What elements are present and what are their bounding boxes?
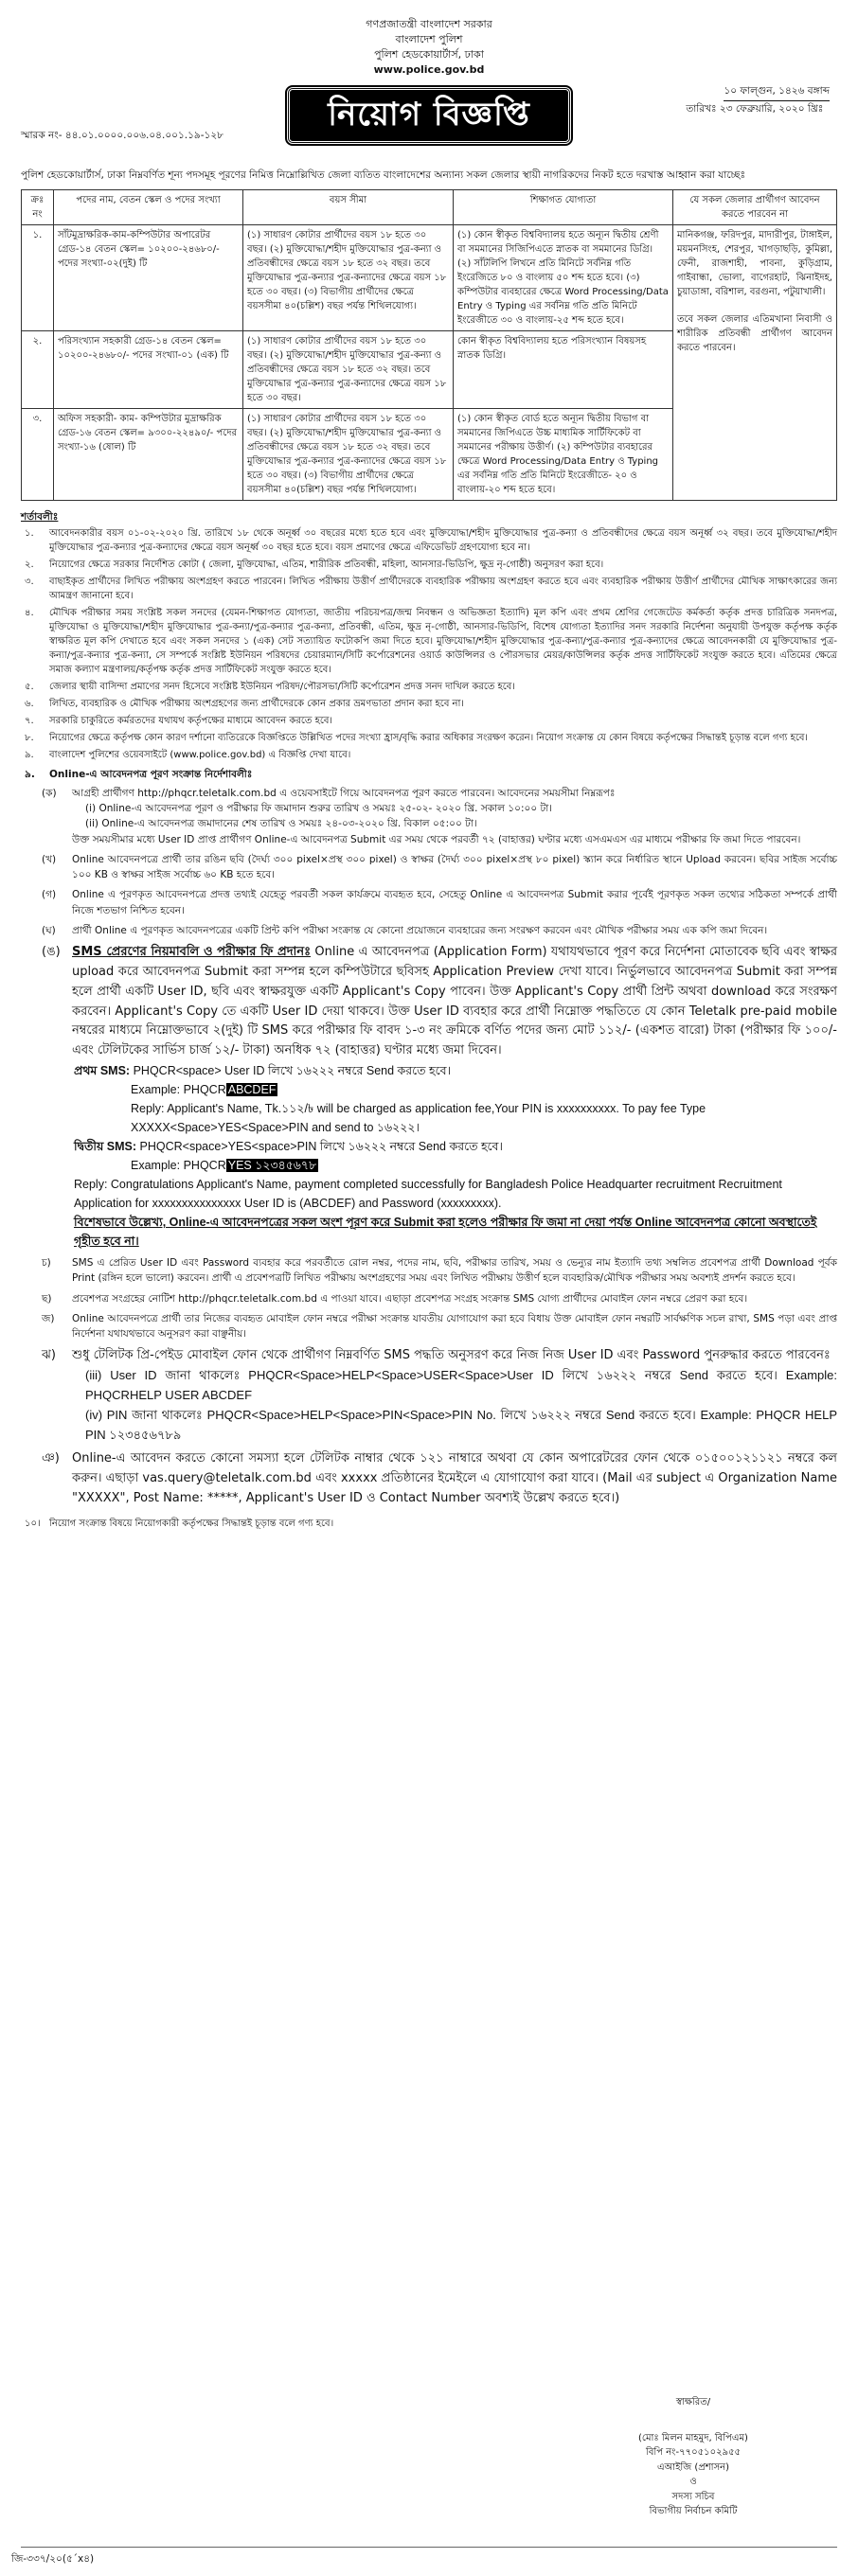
item-label: ছ) <box>42 1292 52 1305</box>
condition-item <box>21 731 837 745</box>
row-sl: ৩. <box>22 408 54 500</box>
condition-item <box>21 558 837 572</box>
row-post-name: পরিসংখ্যান সহকারী গ্রেড-১৪ বেতন স্কেল= ১০২০০-২৪৬৮০/- পদের সংখ্যা-০১ (এক) টি <box>54 330 243 408</box>
excluded-districts: মানিকগঞ্জ, ফরিদপুর, মাদারীপুর, টাঙ্গাইল, ময়মনসিংহ, শেরপুর, খাগড়াছড়ি, কুমিল্লা, ফেনী, রাজশাহী, পাবনা, কুড়িগ্রাম, গাইবান্ধা, ভোলা, বাগেরহাট, ঝিনাইদহ, চুয়াডাঙ্গা, বরিশাল, বরগুনা, পটুয়াখালী। <box>677 229 832 297</box>
header-area: যে সকল জেলার প্রার্থীগণ আবেদন করতে পারবেন না <box>673 189 837 224</box>
condition-text: মৌখিক পরীক্ষার সময় সংশ্লিষ্ট সকল সনদের (যেমন-শিক্ষাগত যোগ্যতা, জাতীয় পরিচয়পত্র/জন্ম নিবন্ধন ও অভিজ্ঞতা ইত্যাদি) মূল কপি এবং প্রথম শ্রেণির গেজেটেড কর্মকর্তা কর্তৃক প্রদত্ত চারিত্রিক সনদপত্র, মুক্তিযোদ্ধা ও মুক্তিযোদ্ধা/শহীদ মুক্তিযোদ্ধার পুত্র-কন্যা/পুত্র-কন্যার পুত্র-কন্যা, প্রতিবন্ধী, এতিম, ক্ষুদ্র নৃ-গোষ্ঠী, আনসার-ভিডিপি, বিশেষ যোগ্যতা ইত্যাদির সনদ সরকারি নির্দেশনা অনুযায়ী উপযুক্ত কর্তৃপক্ষ কর্তৃক স্বাক্ষরিত মূল কপি দেখাতে হবে এবং সকল সনদের ১ (এক) সেট সত্যায়িত ফটোকপি জমা দিতে হবে। মুক্তিযোদ্ধা/শহীদ মুক্তিযোদ্ধার পুত্র-কন্যা/পুত্র-কন্যার পুত্র-কন্যাদের ক্ষেত্রে আবেদনকারী যে মুক্তিযোদ্ধার পুত্র-কন্যা/পুত্র-কন্যার পুত্র-কন্যা, সে সম্পর্কে সংশ্লিষ্ট ইউনিয়ন পরিষদের চেয়ারম্যান/সিটি কর্পোরেশনের ওয়ার্ড কাউন্সিলর ও পৌরসভার মেয়র/কাউন্সিলর কর্তৃক প্রদত্ত সার্টিফিকেট সংযুক্ত করতে হবে। এতিমের ক্ষেত্রে সমাজ কল্যাণ মন্ত্রণালয়/কর্তৃপক্ষ কর্তৃক প্রদত্ত সার্টিফিকেট সংযুক্ত করতে হবে। <box>49 607 837 675</box>
condition-item <box>21 748 837 762</box>
signatory-designation: এআইজি (প্রশাসন) <box>656 2461 730 2473</box>
admit-card-text: SMS এ প্রেরিত User ID এবং Password ব্যবহার করে পরবর্তীতে রোল নম্বর, পদের নাম, ছবি, পরীক্ষার তারিখ, সময় ও ভেন্যুর নাম ইত্যাদি তথ্য সম্বলিত প্রবেশপত্র প্রার্থী Download পূর্বক Print (রঙ্গিন হলে ভালো) করবেন। প্রার্থী এ প্রবেশপত্রটি লিখিত পরীক্ষায় অংশগ্রহণের সময় এবং লিখিত পরীক্ষায় উত্তীর্ণ হলে ব্যবহারিক/মৌখিক পরীক্ষার সময় অবশ্যই প্রদর্শন করতে হবে। <box>72 1257 837 1285</box>
condition-number: ৩. <box>25 576 34 587</box>
date-bangla: ১০ ফাল্গুন, ১৪২৬ বঙ্গাব্দ <box>724 83 830 101</box>
condition-number: ২. <box>25 559 34 570</box>
condition-item <box>21 697 837 711</box>
second-sms-label: দ্বিতীয় SMS: <box>74 1140 137 1154</box>
reply-1: Reply: Applicant's Name, Tk.১১২/৳ will be charged as application fee,Your PIN is xxxxxxxxxx. To pay fee Type XXXXX<Space>YES<Space>PIN and send to ১৬২২২। <box>131 1102 706 1135</box>
date-gregorian: ২৩ ফেব্রুয়ারি, ২০২০ খ্রিঃ <box>719 102 824 115</box>
row-age-limit: (১) সাধারণ কোটার প্রার্থীদের বয়স ১৮ হতে ৩০ বছর। (২) মুক্তিযোদ্ধা/শহীদ মুক্তিযোদ্ধার পুত্র-কন্যা ও প্রতিবন্ধীদের ক্ষেত্রে বয়স ১৮ হতে ৩২ বছর। তবে মুক্তিযোদ্ধার পুত্র-কন্যার পুত্র-কন্যাদের ক্ষেত্রে বয়স ১৮ হতে ৩০ বছর। (৩) বিভাগীয় প্রার্থীদের ক্ষেত্রে বয়সসীমা ৪০(চল্লিশ) বছর পর্যন্ত শিথিলযোগ্য। <box>243 224 454 330</box>
sms-rules-title: SMS প্রেরণের নিয়মাবলি ও পরীক্ষার ফি প্রদানঃ <box>72 945 312 960</box>
row-sl: ১. <box>22 224 54 330</box>
condition-number: ৬. <box>25 698 34 709</box>
online-title-text: Online-এ আবেদনপত্র পূরণ সংক্রান্ত নির্দেশাবলীঃ <box>49 768 253 780</box>
header-name: পদের নাম, বেতন স্কেল ও পদের সংখ্যা <box>54 189 243 224</box>
online-item-jha <box>21 1449 837 1508</box>
memo-number: স্মারক নং- ৪৪.০১.০০০০.০০৬.০৪.০০১.১৯-১২৮ <box>21 129 223 141</box>
condition-text: সরকারি চাকুরিতে কর্মরতদের যথাযথ কর্তৃপক্ষের মাধ্যমে আবেদন করতে হবে। <box>49 715 333 726</box>
first-sms-format: PHQCR<space> User ID লিখে ১৬২২২ নম্বরে Send করতে হবে। <box>133 1064 452 1078</box>
recovery-pin: (iv) PIN জানা থাকলেঃ PHQCR<Space>HELP<Space>PIN<Space>PIN No. লিখে ১৬২২২ নম্বরে Send করতে হবে। Example: PHQCR HELP PIN ১২৩৪৫৬৭৮৯ <box>85 1407 837 1442</box>
submit-check-text: Online এ পূরণকৃত আবেদনপত্রে প্রদত্ত তথ্যই যেহেতু পরবর্তী সকল কার্যক্রমে ব্যবহৃত হবে, সেহেতু Online এ আবেদনপত্র Submit করার পূর্বেই পূরণকৃত সকল তথ্যের সঠিকতা সম্পর্কে প্রার্থী নিজে শতভাগ নিশ্চিত হবেন। <box>72 889 837 916</box>
online-item-gh <box>21 923 837 938</box>
online-item-g <box>21 887 837 918</box>
condition-text: বাছাইকৃত প্রার্থীদের লিখিত পরীক্ষায় অংশগ্রহণ করতে পারবেন। লিখিত পরীক্ষায় উত্তীর্ণ প্রার্থীদেরকে ব্যবহারিক পরীক্ষায় অংশগ্রহণ করতে হবে এবং ব্যবহারিক পরীক্ষায় উত্তীর্ণ প্রার্থীদের মৌখিক সাক্ষাৎকারের জন্য আমন্ত্রণ জানানো হবে। <box>49 576 837 601</box>
condition-text: নিয়োগের ক্ষেত্রে কর্তৃপক্ষ কোন কারণ দর্শানো ব্যতিরেকে বিজ্ঞপ্তিতে উল্লিখিত পদের সংখ্যা হ্রাস/বৃদ্ধি করার অধিকার সংরক্ষণ করেন। নিয়োগ সংক্রান্ত যে কোন বিষয়ে কর্তৃপক্ষের সিদ্ধান্তই চূড়ান্ত বলে গণ্য হবে। <box>49 732 808 743</box>
recovery-intro: শুধু টেলিটক প্রি-পেইড মোবাইল ফোন থেকে প্রার্থীগণ নিম্নবর্ণিত SMS পদ্ধতি অনুসরণ করে নিজ নিজ User ID এবং Password পুনরুদ্ধার করতে পারবেনঃ <box>72 1348 831 1363</box>
condition-text: জেলার স্থায়ী বাসিন্দা প্রমাণের সনদ হিসেবে সংশ্লিষ্ট ইউনিয়ন পরিষদ/পৌরসভা/সিটি কর্পোরেশন প্রদত্ত সনদ দাখিল করতে হবে। <box>49 681 515 692</box>
online-instructions-title <box>21 768 837 781</box>
item-label: (ঙ) <box>42 945 61 960</box>
second-sms-format: PHQCR<space>YES<space>PIN লিখে ১৬২২২ নম্বরে Send করতে হবে। <box>139 1140 503 1154</box>
excluded-districts-cell <box>673 224 837 500</box>
item-label: জ) <box>42 1312 55 1324</box>
row-education: কোন স্বীকৃত বিশ্ববিদ্যালয় হতে পরিসংখ্যান বিষয়সহ স্নাতক ডিগ্রি। <box>454 330 673 408</box>
example-1-code: ABCDEF <box>227 1083 277 1097</box>
header-line-3: পুলিশ হেডকোয়ার্টার্স, ঢাকা <box>374 47 484 61</box>
condition-number: ৫. <box>25 681 34 692</box>
condition-number: ৭. <box>25 715 34 726</box>
row-education: (১) কোন স্বীকৃত বিশ্ববিদ্যালয় হতে অন্যূন দ্বিতীয় শ্রেণী বা সমমানের সিজিপিএতে স্নাতক বা সমমানের ডিগ্রি। (২) সাঁটলিপি লিখনে প্রতি মিনিটে সর্বনিম্ন গতি ইংরেজিতে ৮০ ও বাংলায় ৫০ শব্দ হতে হবে। (৩) কম্পিউটার ব্যবহারের ক্ষেত্রে Word Processing/Data Entry ও Typing এর সর্বনিম্ন গতি প্রতি মিনিটে ইংরেজীতে ৩০ ও বাংলায়-২৫ শব্দ হতে হবে। <box>454 224 673 330</box>
conditions-list <box>21 526 837 762</box>
signatory-committee: বিভাগীয় নির্বাচন কমিটি <box>649 2506 738 2516</box>
online-item-k <box>21 786 837 847</box>
item-label: (খ) <box>42 853 57 865</box>
signatory-member: সদস্য সচিব <box>671 2491 715 2502</box>
final-note-number: ১০। <box>25 1518 41 1529</box>
fee-deadline-text: উক্ত সময়সীমার মধ্যে User ID প্রাপ্ত প্রার্থীগণ Online-এ আবেদনপত্র Submit এর সময় থেকে পরবর্তী ৭২ (বাহাত্তর) ঘণ্টার মধ্যে এসএমএস এর মাধ্যমে পরীক্ষার ফি জমা দিতে পারবেন। <box>72 833 801 845</box>
table-row <box>22 224 837 330</box>
start-time: (i) Online-এ আবেদনপত্র পূরণ ও পরীক্ষার ফি জমাদান শুরুর তারিখ ও সময়ঃ ২৫-০২- ২০২০ খ্রি. সকাল ১০:০০ টা। <box>85 803 553 815</box>
online-item-j <box>21 1311 837 1342</box>
condition-number: ১. <box>25 527 34 539</box>
footer-code: জি-৩৩৭/২০(৫´x৪) <box>11 2553 95 2565</box>
exception-note: তবে সকল জেলার এতিমখানা নিবাসী ও শারীরিক প্রতিবন্ধী প্রার্থীগণ আবেদন করতে পারবেন। <box>677 313 832 353</box>
conditions-title: শর্তাবলীঃ <box>21 510 59 523</box>
table-header-row <box>22 189 837 224</box>
final-note <box>21 1517 837 1531</box>
item-label: ঝ) <box>42 1348 56 1363</box>
header-line-1: গণপ্রজাতন্ত্রী বাংলাদেশ সরকার <box>366 18 492 30</box>
row-sl: ২. <box>22 330 54 408</box>
condition-number: ৮. <box>25 732 34 743</box>
condition-text: আবেদনকারীর বয়স ০১-০২-২০২০ খ্রি. তারিখে ১৮ থেকে অনূর্ধ্ব ৩০ বছরের মধ্যে হতে হবে এবং মুক্তিযোদ্ধা/শহীদ মুক্তিযোদ্ধার পুত্র-কন্যা ও প্রতিবন্ধীদের ক্ষেত্রে বয়স অনূর্ধ্ব ৩২ বছর। তবে মুক্তিযোদ্ধা/শহীদ মুক্তিযোদ্ধার পুত্র-কন্যার পুত্র-কন্যাদের ক্ষেত্রে বয়স অনূর্ধ্ব ৩০ বছর হতে হবে। বয়স প্রমাণের ক্ষেত্রে এফিডেভিট গ্রহণযোগ্য হবে না। <box>49 527 837 553</box>
apply-website-text: আগ্রহী প্রার্থীগণ http://phqcr.teletalk.com.bd এ ওয়েবসাইটে গিয়ে আবেদনপত্র পূরণ করতে পারবেন। আবেদনের সময়সীমা নিম্নরূপঃ <box>72 787 616 799</box>
special-note: বিশেষভাবে উল্লেখ্য, Online-এ আবেদনপত্রের সকল অংশ পূরণ করে Submit করা হলেও পরীক্ষার ফি জমা না দেয়া পর্যন্ত Online আবেদনপত্র কোনো অবস্থাতেই গৃহীত হবে না। <box>74 1216 817 1249</box>
reply-2: Reply: Congratulations Applicant's Name, payment completed successfully for Bangladesh Police Headquarter recruitment Recruitment Application for xxxxxxxxxxxxxxx User ID is (ABCDEF) and Password (xxxxxxxxx). <box>74 1178 782 1211</box>
header-url: www.police.gov.bd <box>373 62 485 76</box>
photo-upload-text: Online আবেদনপত্রে প্রার্থী তার রঙিন ছবি (দৈর্ঘ্য ৩০০ pixel×প্রস্থ ৩০০ pixel) ও স্বাক্ষর (দৈর্ঘ্য ৩০০ pixel×প্রস্থ ৮০ pixel) স্ক্যান করে নির্ধারিত স্থানে Upload করবেন। ছবির সাইজ সর্বোচ্চ ১০০ KB ও স্বাক্ষর সাইজ সর্বোচ্চ ৬০ KB হতে হবে। <box>72 853 837 881</box>
final-note-text: নিয়োগ সংক্রান্ত বিষয়ে নিয়োগকারী কর্তৃপক্ষের সিদ্ধান্তই চূড়ান্ত বলে গণ্য হবে। <box>49 1518 334 1529</box>
print-copy-text: প্রার্থী Online এ পূরণকৃত আবেদনপত্রের একটি প্রিন্ট কপি পরীক্ষা সংক্রান্ত যে কোনো প্রয়োজনে ব্যবহারের জন্য সংরক্ষণ করবেন এবং মৌখিক পরীক্ষার সময় এক কপি জমা দিবেন। <box>72 924 768 936</box>
mobile-contact-text: Online আবেদনপত্রে প্রার্থী তার নিজের ব্যবহৃত মোবাইল ফোন নম্বরে পরীক্ষা সংক্রান্ত যাবতীয় যোগাযোগ করা হবে বিধায় উক্ত মোবাইল ফোন নম্বরটি সার্বক্ষণিক সচল রাখা, SMS পড়া এবং প্রাপ্ত নির্দেশনা যথাযথভাবে অনুসরণ করা বাঞ্ছনীয়। <box>72 1312 837 1341</box>
header-age: বয়স সীমা <box>243 189 454 224</box>
sms-instructions <box>21 1061 837 1251</box>
sms-rules-text: Online এ আবেদনপত্র (Application Form) যথাযথভাবে পূরণ করে নির্দেশনা মোতাবেক ছবি এবং স্বাক্ষর upload করে আবেদনপত্র Submit করা সম্পন্ন হলে কম্পিউটারে ছবিসহ Application Preview দেখা যাবে। নির্ভুলভাবে আবেদনপত্র Submit করা সম্পন্ন হলে প্রার্থী একটি User ID, ছবি এবং স্বাক্ষরযুক্ত একটি Applicant's Copy পাবেন। উক্ত Applicant's Copy প্রার্থী প্রিন্ট অথবা download করে সংরক্ষণ করবেন। Applicant's Copy তে একটি User ID দেয়া থাকবে। উক্ত User ID ব্যবহার করে প্রার্থী নিম্নোক্ত পদ্ধতিতে যে কোন Teletalk pre-paid mobile নম্বরের মাধ্যমে নিম্নোক্তভাবে ২(দুই) টি SMS করে পরীক্ষার ফি বাবদ ১-৩ নং ক্রমিকে বর্ণিত পদের জন্য মোট ১১২/- (একশত বারো) টাকা (পরীক্ষার ফি ১০০/- এবং টেলিটকের সার্ভিস চার্জ ১২/- টাকা) অনধিক ৭২ (বাহাত্তর) ঘণ্টার মধ্যে জমা দিবেন। <box>72 945 837 1058</box>
date-block <box>686 83 830 117</box>
item-label: (ঘ) <box>42 924 56 936</box>
condition-item <box>21 575 837 603</box>
condition-item <box>21 526 837 555</box>
signatory-bp: বিপি নং-৭৭০৫১০২৯৫৫ <box>645 2447 742 2458</box>
condition-text: নিয়োগের ক্ষেত্রে সরকার নির্দেশিত কোটা ( জেলা, মুক্তিযোদ্ধা, এতিম, শারীরিক প্রতিবন্ধী, মহিলা, আনসার-ভিডিপি, ক্ষুদ্র নৃ-গোষ্ঠী) অনুসরণ করা হবে। <box>49 559 604 570</box>
government-header <box>21 17 837 78</box>
item-label: ঞ) <box>42 1451 60 1466</box>
footer-divider <box>21 2547 837 2548</box>
signatory-name: (মোঃ মিলন মাহমুদ, বিপিএম) <box>638 2432 748 2443</box>
signature-block <box>580 2395 807 2519</box>
first-sms-label: প্রথম SMS: <box>74 1064 131 1078</box>
intro-paragraph: পুলিশ হেডকোয়ার্টার্স, ঢাকা নিম্নবর্ণিত শূন্য পদসমূহ পূরণের নিমিত্ত নিম্নোল্লিখিত জেলা ব্যতিত বাংলাদেশের অন্যান্য সকল জেলার স্থায়ী নাগরিকদের নিকট হতে দরখাস্ত আহ্বান করা যাচ্ছেঃ <box>21 169 746 181</box>
online-item-ng <box>21 943 837 1061</box>
online-item-chh <box>21 1291 837 1306</box>
meta-row <box>21 81 837 155</box>
signatory-and: ও <box>689 2477 697 2487</box>
condition-text: বাংলাদেশ পুলিশের ওয়েবসাইটে (www.police.gov.bd) এ বিজ্ঞপ্তি দেখা যাবে। <box>49 749 351 760</box>
row-post-name: অফিস সহকারী- কাম- কম্পিউটার মুদ্রাক্ষরিক গ্রেড-১৬ বেতন স্কেল= ৯৩০০-২২৪৯০/- পদের সংখ্যা-১৬ (ষোল) টি <box>54 408 243 500</box>
condition-item <box>21 680 837 694</box>
online-item-ch <box>21 1255 837 1287</box>
item-label: (ক) <box>42 787 57 799</box>
item-label: চ) <box>42 1257 51 1270</box>
posts-table <box>21 189 837 501</box>
condition-number: ৪. <box>25 607 34 618</box>
condition-item <box>21 606 837 677</box>
condition-item <box>21 714 837 728</box>
row-education: (১) কোন স্বীকৃত বোর্ড হতে অন্যূন দ্বিতীয় বিভাগ বা সমমানের জিপিএতে উচ্চ মাধ্যমিক সার্টিফিকেট বা সমমানের পরীক্ষায় উত্তীর্ণ। (২) কম্পিউটার ব্যবহারের ক্ষেত্রে Word Processing/Data Entry ও Typing এর সর্বনিম্ন গতি প্রতি মিনিটে ইংরেজীতে- ২০ ও বাংলায়-২০ শব্দ হতে হবে। <box>454 408 673 500</box>
date-label: তারিখঃ <box>686 102 717 115</box>
row-age-limit: (১) সাধারণ কোটার প্রার্থীদের বয়স ১৮ হতে ৩০ বছর। (২) মুক্তিযোদ্ধা/শহীদ মুক্তিযোদ্ধার পুত্র-কন্যা ও প্রতিবন্ধীদের ক্ষেত্রে বয়স ১৮ হতে ৩২ বছর। তবে মুক্তিযোদ্ধার পুত্র-কন্যার পুত্র-কন্যাদের ক্ষেত্রে বয়স ১৮ হতে ৩০ বছর। <box>243 330 454 408</box>
notice-title: নিয়োগ বিজ্ঞপ্তি <box>287 87 571 144</box>
support-contact-text: Online-এ আবেদন করতে কোনো সমস্যা হলে টেলিটক নাম্বার থেকে ১২১ নাম্বারে অথবা যে কোন অপারেটরের ফোন থেকে ০১৫০০১২১১২১ নম্বরে কল করুন। এছাড়া vas.query@teletalk.com.bd এবং xxxxx প্রতিষ্ঠানের ইমেইলে এ যোগাযোগ করা যাবে। (Mail এর subject এ Organization Name "XXXXX", Post Name: *****, Applicant's User ID ও Contact Number অবশ্যই উল্লেখ করতে হবে।) <box>72 1451 837 1505</box>
condition-number: ৯. <box>25 749 34 760</box>
example-2-prefix: Example: PHQCR <box>131 1159 226 1173</box>
header-line-2: বাংলাদেশ পুলিশ <box>395 32 463 45</box>
admit-notice-text: প্রবেশপত্র সংগ্রহের নোটিশ http://phqcr.teletalk.com.bd এ পাওয়া যাবে। এছাড়া প্রবেশপত্র সংগ্রহ সংক্রান্ত SMS যোগ্য প্রার্থীদের মোবাইল ফোন নম্বরে প্রেরণ করা হবে। <box>72 1292 748 1305</box>
row-age-limit: (১) সাধারণ কোটার প্রার্থীদের বয়স ১৮ হতে ৩০ বছর। (২) মুক্তিযোদ্ধা/শহীদ মুক্তিযোদ্ধার পুত্র-কন্যা ও প্রতিবন্ধীদের ক্ষেত্রে বয়স ১৮ হতে ৩২ বছর। তবে মুক্তিযোদ্ধার পুত্র-কন্যার পুত্র-কন্যাদের ক্ষেত্রে বয়স ১৮ হতে ৩০ বছর। (৩) বিভাগীয় প্রার্থীদের ক্ষেত্রে বয়সসীমা ৪০(চল্লিশ) বছর পর্যন্ত শিথিলযোগ্য। <box>243 408 454 500</box>
online-item-kh <box>21 852 837 883</box>
item-label: (গ) <box>42 889 57 901</box>
example-1-prefix: Example: PHQCR <box>131 1083 226 1097</box>
end-time: (ii) Online-এ আবেদনপত্র জমাদানের শেষ তারিখ ও সময়ঃ ২৪-০৩-২০২০ খ্রি. বিকাল ০৫:০০ টা। <box>85 818 477 830</box>
example-2-code: YES ১২৩৪৫৬৭৮ <box>227 1159 317 1173</box>
online-number: ৯. <box>25 768 35 780</box>
header-sl: ক্রঃ নং <box>22 189 54 224</box>
condition-text: লিখিত, ব্যবহারিক ও মৌখিক পরীক্ষায় অংশগ্রহণের জন্য প্রার্থীদেরকে কোন প্রকার ভ্রমণভাতা প্রদান করা হবে না। <box>49 698 465 709</box>
online-item-jh <box>21 1346 837 1445</box>
recovery-user-id: (iii) User ID জানা থাকলেঃ PHQCR<Space>HELP<Space>USER<Space>User ID লিখে ১৬২২২ নম্বরে Send করতে হবে। Example: PHQCRHELP USER ABCDEF <box>85 1368 837 1402</box>
header-edu: শিক্ষাগত যোগ্যতা <box>454 189 673 224</box>
row-post-name: সাঁটমুদ্রাক্ষরিক-কাম-কম্পিউটার অপারেটর গ্রেড-১৪ বেতন স্কেল= ১০২০০-২৪৬৮০/- পদের সংখ্যা-০২(দুই) টি <box>54 224 243 330</box>
signature-label: স্বাক্ষরিত/ <box>675 2397 711 2407</box>
